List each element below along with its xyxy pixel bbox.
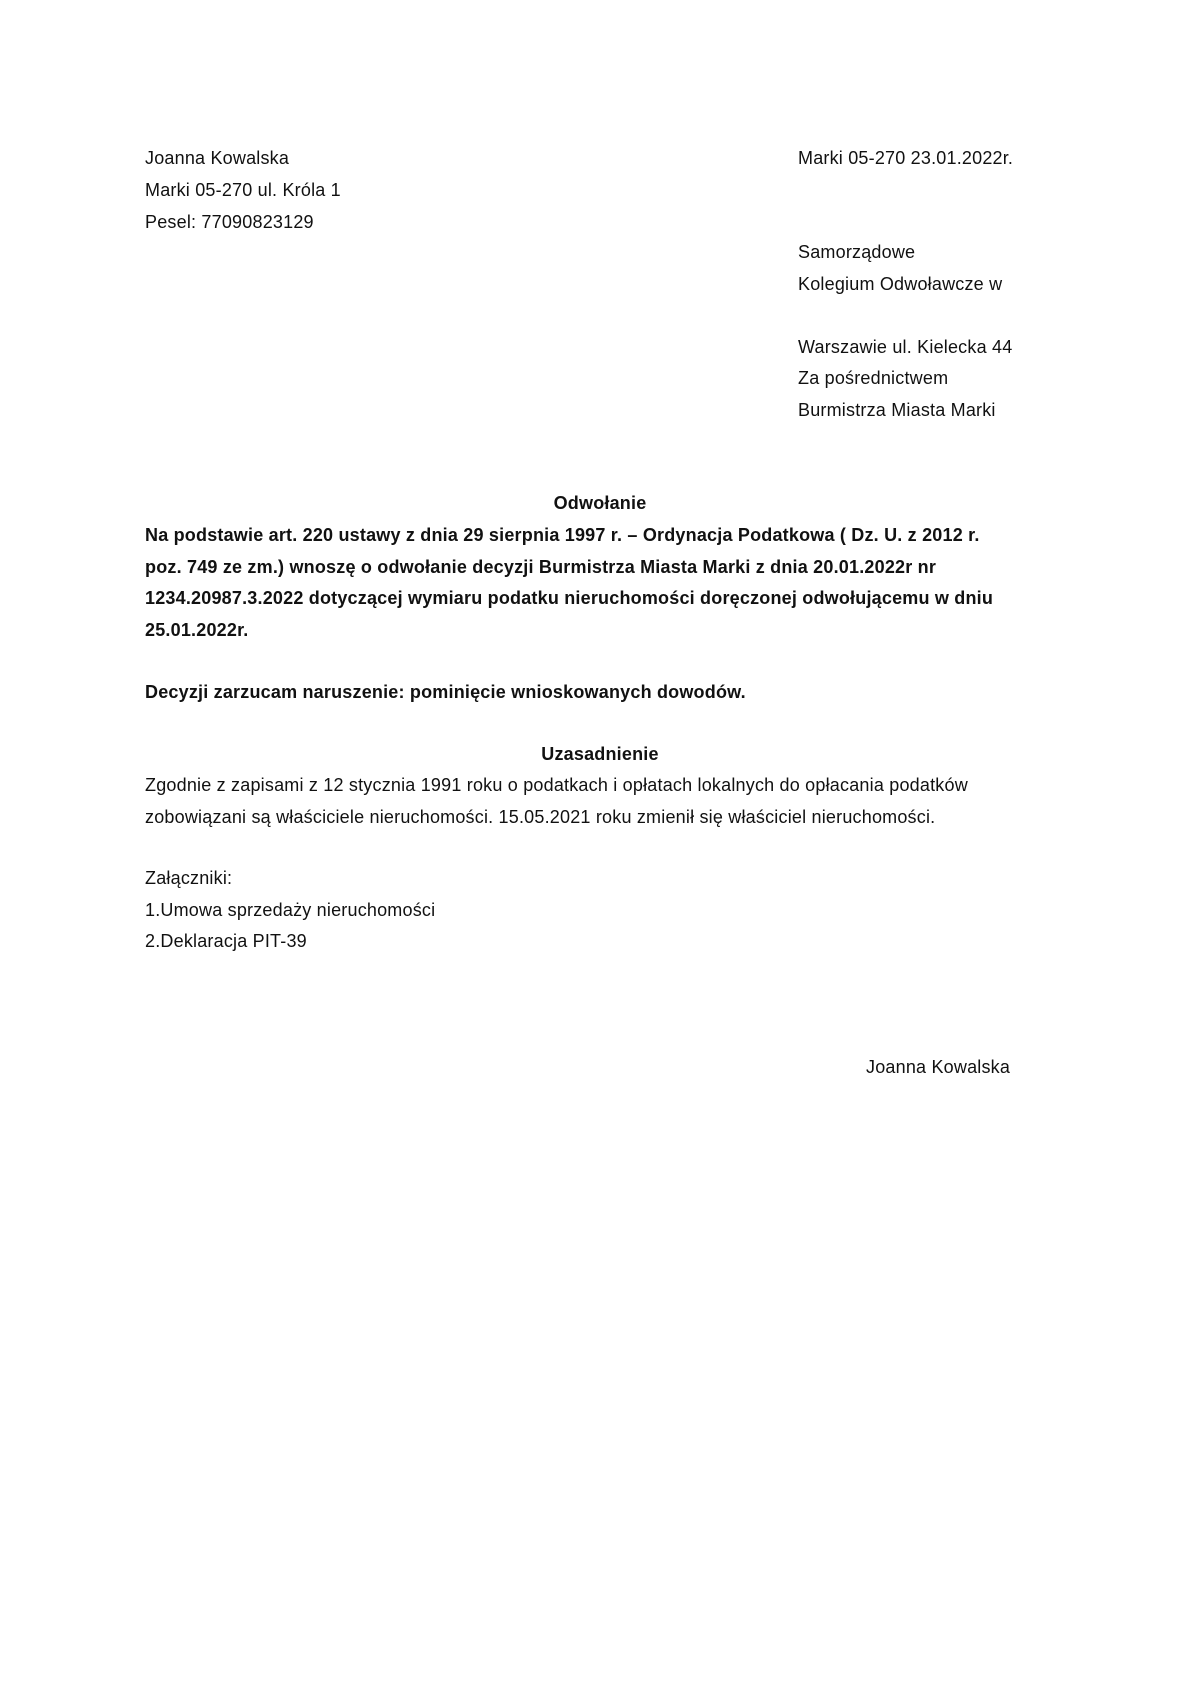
sender-address: Marki 05-270 ul. Króla 1 bbox=[145, 180, 341, 200]
recipient-line-2: Kolegium Odwoławcze w bbox=[798, 274, 1003, 294]
attachment-item: 2.Deklaracja PIT-39 bbox=[145, 931, 307, 951]
appeal-body-line: 25.01.2022r. bbox=[145, 620, 249, 640]
recipient-line-5: Burmistrza Miasta Marki bbox=[798, 400, 996, 420]
appeal-body-line: Na podstawie art. 220 ustawy z dnia 29 sierpnia 1997 r. – Ordynacja Podatkowa ( Dz. U. z 2012 r. bbox=[145, 525, 980, 545]
signature: Joanna Kowalska bbox=[866, 1057, 1011, 1077]
justification-line: Zgodnie z zapisami z 12 stycznia 1991 roku o podatkach i opłatach lokalnych do opłacania podatków bbox=[145, 775, 968, 795]
place-and-date: Marki 05-270 23.01.2022r. bbox=[798, 148, 1014, 168]
sender-name: Joanna Kowalska bbox=[145, 148, 290, 168]
appeal-title: Odwołanie bbox=[553, 493, 647, 513]
sender-pesel: Pesel: 77090823129 bbox=[145, 212, 314, 232]
appeal-body-line: poz. 749 ze zm.) wnoszę o odwołanie decyzji Burmistrza Miasta Marki z dnia 20.01.2022r nr bbox=[145, 557, 937, 577]
recipient-line-4: Za pośrednictwem bbox=[798, 368, 949, 388]
appeal-charge: Decyzji zarzucam naruszenie: pominięcie wnioskowanych dowodów. bbox=[145, 682, 746, 702]
recipient-line-3: Warszawie ul. Kielecka 44 bbox=[798, 337, 1013, 357]
justification-line: zobowiązani są właściciele nieruchomości. 15.05.2021 roku zmienił się właściciel nieruchomości. bbox=[145, 807, 936, 827]
justification-title: Uzasadnienie bbox=[541, 744, 659, 764]
attachment-item: 1.Umowa sprzedaży nieruchomości bbox=[145, 900, 436, 920]
appeal-body-line: 1234.20987.3.2022 dotyczącej wymiaru podatku nieruchomości doręczonej odwołującemu w dniu bbox=[145, 588, 994, 608]
recipient-line-1: Samorządowe bbox=[798, 242, 916, 262]
attachments-heading: Załączniki: bbox=[145, 868, 233, 888]
